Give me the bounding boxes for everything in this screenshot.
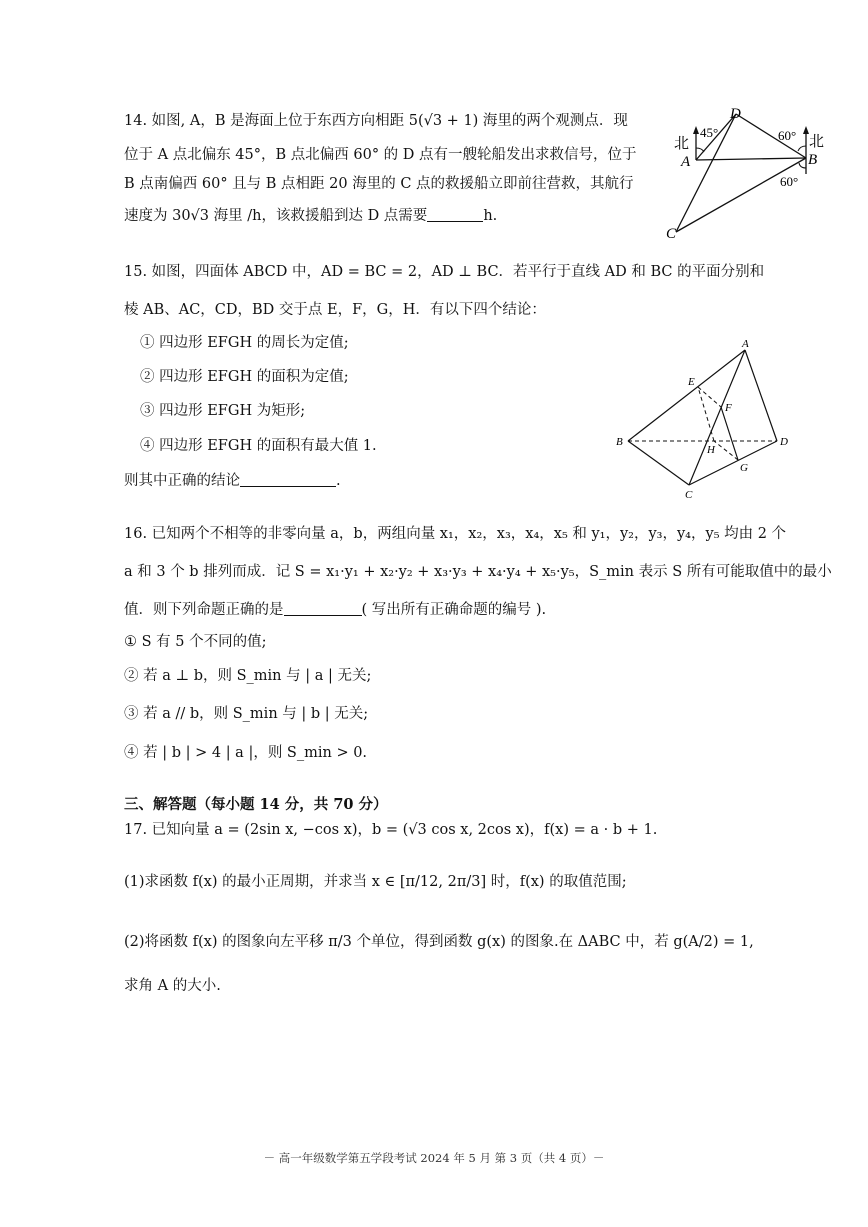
q15-item1: ① 四边形 EFGH 的周长为定值;: [140, 335, 349, 351]
q14-label-B: B: [808, 152, 818, 168]
q15-label-G: G: [740, 462, 748, 474]
q15-seg-FG: [721, 407, 738, 460]
q14-answer-blank: [427, 207, 483, 222]
q14-label-north1: 北: [674, 136, 690, 152]
q16-question-text: 值．则下列命题正确的是: [124, 602, 284, 618]
q14-label-ang3: 60°: [780, 174, 799, 189]
q17-part1: (1)求函数 f(x) 的最小正周期，并求当 x ∈ [π/12, 2π/3] 时，f(x) 的取值范围;: [124, 874, 627, 890]
q14-arc-B1: [798, 146, 806, 151]
arrow-up-icon: [803, 126, 809, 134]
q14-line3: B 点南偏西 60° 且与 B 点相距 20 海里的 C 点的救援船立即前往营救，其航行: [124, 176, 634, 192]
q14-label-D: D: [730, 106, 741, 122]
q14-figure: [666, 104, 836, 239]
q14-line1: 14. 如图, A，B 是海面上位于东西方向相距 5(√3 + 1) 海里的两个观测点．现: [124, 113, 628, 129]
q14-label-A: A: [681, 154, 691, 170]
q16-line1: 16. 已知两个不相等的非零向量 a，b，两组向量 x₁，x₂，x₃，x₄，x₅ 和 y₁，y₂，y₃，y₄，y₅ 均由 2 个: [124, 526, 787, 542]
q15-line2: 棱 AB、AC，CD，BD 交于点 E，F，G，H．有以下四个结论：: [124, 302, 546, 318]
q15-edge-BC: [628, 441, 689, 485]
q15-label-D: D: [780, 436, 788, 448]
q17-line1: 17. 已知向量 a = (2sin x, −cos x)，b = (√3 cos x, 2cos x)，f(x) = a · b + 1.: [124, 822, 658, 838]
q14-unit: h.: [483, 208, 498, 224]
q14-line4-text: 速度为 30√3 海里 /h，该救援船到达 D 点需要: [124, 208, 428, 224]
arrow-up-icon: [693, 126, 699, 134]
q15-item3: ③ 四边形 EFGH 为矩形;: [140, 403, 306, 419]
q14-label-ang1: 45°: [700, 125, 719, 140]
q16-item2: ② 若 a ⊥ b，则 S_min 与 | a | 无关;: [124, 668, 372, 684]
q15-edge-AD: [745, 350, 777, 441]
q16-instruction: ( 写出所有正确命题的编号 ).: [361, 602, 547, 618]
q15-edge-CD: [689, 441, 777, 485]
q16-line2: a 和 3 个 b 排列而成．记 S = x₁·y₁ + x₂·y₂ + x₃·y₃ + x₄·y₄ + x₅·y₅，S_min 表示 S 所有可能取值中的最小: [124, 564, 832, 580]
q16-answer-blank: [284, 601, 362, 616]
q14-line2: 位于 A 点北偏东 45°，B 点北偏西 60° 的 D 点有一艘轮船发出求救信号，位于: [124, 147, 637, 163]
q14-label-ang2: 60°: [778, 128, 797, 143]
q15-period: .: [336, 473, 341, 489]
q15-label-H: H: [707, 444, 715, 456]
q17-part2: (2)将函数 f(x) 的图象向左平移 π/3 个单位，得到函数 g(x) 的图象.在 ΔABC 中，若 g(A/2) = 1,: [124, 934, 754, 950]
q14-label-north2: 北: [809, 134, 825, 150]
q15-figure: [612, 335, 798, 505]
q15-conclusion-text: 则其中正确的结论: [124, 473, 240, 489]
q15-line7: [124, 471, 341, 491]
q15-item4: ④ 四边形 EFGH 的面积有最大值 1.: [140, 438, 377, 454]
section-three-heading: 三、解答题（每小题 14 分，共 70 分）: [124, 796, 388, 813]
q16-item3: ③ 若 a // b，则 S_min 与 | b | 无关;: [124, 706, 369, 722]
q15-label-C: C: [685, 489, 693, 501]
page-footer: － 高一年级数学第五学段考试 2024 年 5 月 第 3 页（共 4 页）－: [263, 1151, 605, 1165]
q15-label-B: B: [616, 436, 623, 448]
q15-label-F: F: [725, 402, 732, 414]
q15-seg-HE: [698, 387, 714, 441]
q15-edge-AC: [689, 350, 745, 485]
q15-line1: 15. 如图，四面体 ABCD 中，AD = BC = 2，AD ⊥ BC．若平行于直线 AD 和 BC 的平面分别和: [124, 264, 765, 280]
q15-answer-blank: [240, 472, 336, 487]
q15-label-E: E: [688, 376, 695, 388]
q17-part2-end: 求角 A 的大小.: [124, 978, 221, 994]
q15-label-A: A: [742, 338, 749, 350]
q14-line4: [124, 206, 497, 226]
q14-label-C: C: [666, 226, 677, 239]
q16-line3: [124, 600, 546, 620]
q16-item1: ① S 有 5 个不同的值;: [124, 634, 267, 650]
q15-item2: ② 四边形 EFGH 的面积为定值;: [140, 369, 349, 385]
q16-item4: ④ 若 | b | > 4 | a |，则 S_min > 0.: [124, 745, 368, 761]
q14-arc-B2: [799, 163, 806, 168]
